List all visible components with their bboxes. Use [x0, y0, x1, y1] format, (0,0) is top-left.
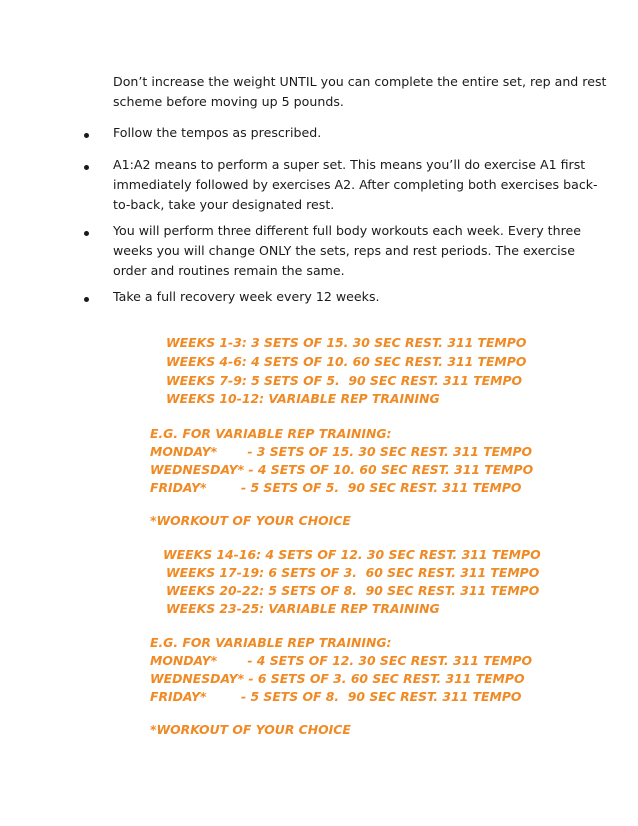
weeks-line: WEEKS 23-25: VARIABLE REP TRAINING [166, 601, 440, 616]
bullet-text: A1:A2 means to perform a super set. This means you’ll do exercise A1 first [113, 157, 586, 172]
footnote: *WORKOUT OF YOUR CHOICE [150, 513, 351, 528]
weeks-line: WEEKS 1-3: 3 SETS OF 15. 30 SEC REST. 311 TEMPO [166, 335, 527, 350]
weeks-line: WEEKS 14-16: 4 SETS OF 12. 30 SEC REST. 311 TEMPO [163, 547, 541, 562]
bullet-text: immediately followed by exercises A2. After completing both exercises back- [113, 177, 598, 192]
weeks-line: WEEKS 7-9: 5 SETS OF 5. 90 SEC REST. 311 TEMPO [166, 373, 523, 388]
bullet-text: Follow the tempos as prescribed. [113, 125, 322, 140]
example-heading: E.G. FOR VARIABLE REP TRAINING: [150, 426, 392, 441]
bullet-icon [84, 165, 89, 170]
day-line: WEDNESDAY* - 4 SETS OF 10. 60 SEC REST. 311 TEMPO [150, 462, 534, 477]
weeks-line: WEEKS 20-22: 5 SETS OF 8. 90 SEC REST. 311 TEMPO [166, 583, 540, 598]
day-line: FRIDAY* - 5 SETS OF 5. 90 SEC REST. 311 TEMPO [150, 480, 522, 495]
bullet-text: weeks you will change ONLY the sets, reps and rest periods. The exercise [113, 243, 575, 258]
bullet-text: You will perform three different full body workouts each week. Every three [113, 223, 581, 238]
day-line: WEDNESDAY* - 6 SETS OF 3. 60 SEC REST. 311 TEMPO [150, 671, 525, 686]
bullet-text: to-back, take your designated rest. [113, 197, 335, 212]
weeks-line: WEEKS 17-19: 6 SETS OF 3. 60 SEC REST. 311 TEMPO [166, 565, 540, 580]
bullet-text: Take a full recovery week every 12 weeks. [113, 289, 380, 304]
bullet-text: order and routines remain the same. [113, 263, 345, 278]
weeks-line: WEEKS 4-6: 4 SETS OF 10. 60 SEC REST. 311 TEMPO [166, 354, 527, 369]
bullet-icon [84, 133, 89, 138]
bullet-icon [84, 231, 89, 236]
day-line: MONDAY* - 3 SETS OF 15. 30 SEC REST. 311 TEMPO [150, 444, 533, 459]
bullet-icon [84, 297, 89, 302]
footnote: *WORKOUT OF YOUR CHOICE [150, 722, 351, 737]
example-heading: E.G. FOR VARIABLE REP TRAINING: [150, 635, 392, 650]
day-line: FRIDAY* - 5 SETS OF 8. 90 SEC REST. 311 TEMPO [150, 689, 522, 704]
day-line: MONDAY* - 4 SETS OF 12. 30 SEC REST. 311 TEMPO [150, 653, 533, 668]
intro-line: Don’t increase the weight UNTIL you can complete the entire set, rep and rest [113, 74, 607, 89]
intro-line: scheme before moving up 5 pounds. [113, 94, 344, 109]
weeks-line: WEEKS 10-12: VARIABLE REP TRAINING [166, 391, 440, 406]
